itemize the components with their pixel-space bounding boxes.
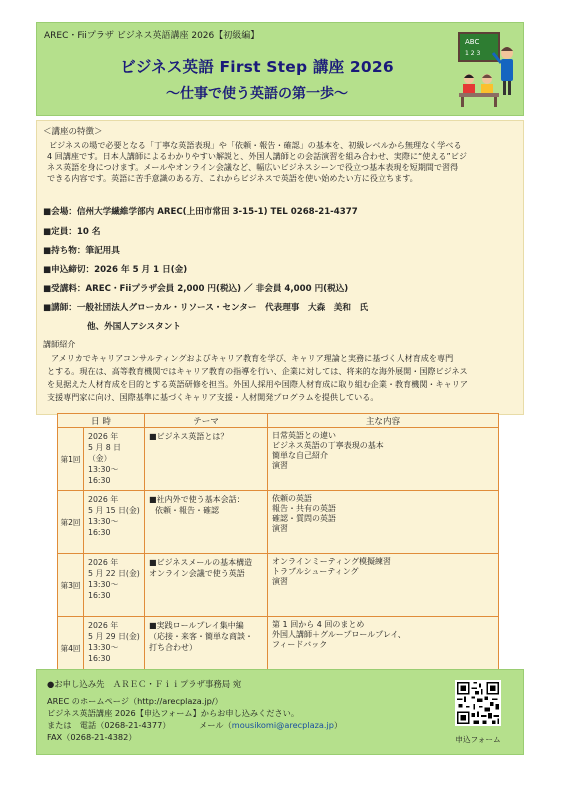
contact-line bbox=[47, 720, 342, 731]
session-theme-line: （応接・来客・簡単な商談・ bbox=[149, 632, 254, 641]
profile-line-3: を見据えた人材育成を目的とする英語研修を担当。外国人採用や国際人材育成に取り組む企業・教育機関・キャリア bbox=[47, 379, 468, 389]
session-date-line: 2026 年 bbox=[88, 495, 119, 504]
schedule-row bbox=[58, 491, 499, 554]
series-label: AREC・Fiiプラザ ビジネス英語講座 2026【初級編】 bbox=[44, 31, 260, 41]
session-number: 第1回 bbox=[58, 428, 84, 491]
session-date-line: 2026 年 bbox=[88, 432, 119, 441]
session-date-line: 13:30〜16:30 bbox=[88, 580, 119, 600]
session-number: 第3回 bbox=[58, 554, 84, 617]
session-content bbox=[268, 428, 499, 491]
profile-line-2: とする。現在は、高等教育機関ではキャリア教育の指導を行い、企業に対しては、将来的な海外展開・国際ビジネス bbox=[47, 366, 468, 376]
session-content-line: 第 1 回から 4 回のまとめ bbox=[272, 620, 365, 629]
session-number: 第2回 bbox=[58, 491, 84, 554]
session-date bbox=[84, 491, 145, 554]
capacity-info: ■定員：10 名 bbox=[43, 227, 101, 237]
phone-text: または 電話（0268-21-4377） メール（ bbox=[47, 720, 232, 730]
session-date-line: 13:30〜16:30 bbox=[88, 517, 119, 537]
page-title: ビジネス英語 First Step 講座 2026 bbox=[120, 58, 394, 76]
session-content-line: トラブルシューティング bbox=[272, 567, 359, 576]
session-content-line: 依頼の英語 bbox=[272, 494, 313, 503]
session-date-line: 13:30〜16:30 bbox=[88, 465, 119, 485]
session-content-line: フィードバック bbox=[272, 640, 328, 649]
session-date-line: 5 月 8 日（金） bbox=[88, 443, 121, 463]
session-date-line: 13:30〜16:30 bbox=[88, 643, 119, 663]
qr-code[interactable] bbox=[455, 680, 501, 726]
header-datetime: 日 時 bbox=[58, 414, 145, 428]
items-info: ■持ち物：筆記用具 bbox=[43, 246, 120, 256]
session-date-line: 2026 年 bbox=[88, 621, 119, 630]
header-theme: テーマ bbox=[145, 414, 268, 428]
session-theme bbox=[145, 491, 268, 554]
venue-info: ■会場：信州大学繊維学部内 AREC(上田市常田 3-15-1) TEL 0268-21-4377 bbox=[43, 207, 358, 217]
session-content-line: ビジネス英語の丁寧表現の基本 bbox=[272, 441, 384, 450]
schedule-table bbox=[57, 413, 499, 680]
profile-line-4: 支援専門家に向け、国際基準に基づくキャリア支援・人材開発プログラムを提供している。 bbox=[47, 392, 379, 402]
contact-close: ） bbox=[333, 720, 343, 730]
session-theme-line: ■ビジネス英語とは？ bbox=[149, 432, 229, 441]
session-content-line: 演習 bbox=[272, 461, 289, 470]
session-content-line: 日常英語との違い bbox=[272, 431, 337, 440]
header-panel bbox=[36, 22, 524, 116]
session-content-line: 簡単な自己紹介 bbox=[272, 451, 329, 460]
profile-line-1: アメリカでキャリアコンサルティングおよびキャリア教育を学び、キャリア理論と実務に基づく人材育成を専門 bbox=[51, 353, 454, 363]
email-link[interactable]: mousikomi@arecplaza.jp bbox=[231, 720, 334, 730]
features-line-4: できる内容です。英語に苦手意識のある方、これからビジネスで英語を使い始めたい方に役立ちます。 bbox=[47, 173, 418, 183]
session-theme bbox=[145, 428, 268, 491]
homepage-line: AREC のホームページ（http://arecplaza.jp/） bbox=[47, 696, 223, 706]
session-date-line: 2026 年 bbox=[88, 558, 119, 567]
apply-to: ●お申し込み先 ＡＲＥＣ・Ｆｉｉプラザ事務局 宛 bbox=[47, 679, 242, 689]
features-line-1: ビジネスの場で必要となる「丁寧な英語表現」や「依頼・報告・確認」の基本を、初級レベルから無理なく学べる bbox=[49, 140, 462, 150]
deadline-info: ■申込締切：2026 年 5 月 1 日(金) bbox=[43, 265, 188, 275]
session-date-line: 5 月 29 日(金) bbox=[88, 632, 140, 641]
session-number: 第4回 bbox=[58, 617, 84, 680]
features-line-2: 4 回講座です。日本人講師によるわかりやすい解説と、外国人講師との会話演習を組み合わせ、実際に“使える”ビジ bbox=[47, 151, 467, 161]
session-content-line: 演習 bbox=[272, 524, 289, 533]
session-date-line: 5 月 22 日(金) bbox=[88, 569, 140, 578]
session-theme-line: 打ち合わせ） bbox=[149, 643, 198, 652]
session-content-line: 外国人講師＋グループロールプレイ、 bbox=[272, 630, 406, 639]
qr-label: 申込フォーム bbox=[455, 735, 501, 744]
features-line-3: ネス英語を身につけます。メールやオンライン会議など、幅広いビジネスシーンで役立つ基本表現を短期間で習得 bbox=[47, 162, 459, 172]
schedule-row bbox=[58, 554, 499, 617]
session-date bbox=[84, 554, 145, 617]
svg-text:ABC: ABC bbox=[465, 38, 480, 46]
session-content-line: 報告・共有の英語 bbox=[272, 504, 337, 513]
session-theme-line: 依頼・報告・確認 bbox=[155, 506, 220, 515]
schedule-row bbox=[58, 428, 499, 491]
page-subtitle: 〜仕事で使う英語の第一歩〜 bbox=[166, 86, 348, 102]
features-heading: ＜講座の特徴＞ bbox=[43, 127, 103, 137]
form-line: ビジネス英語講座 2026【申込フォーム】からお申し込みください。 bbox=[47, 708, 300, 718]
session-date bbox=[84, 428, 145, 491]
application-panel bbox=[36, 669, 524, 755]
session-content-line: 演習 bbox=[272, 577, 289, 586]
fee-info: ■受講料：AREC・Fiiプラザ会員 2,000 円(税込) ／ 非会員 4,000 円(税込) bbox=[43, 284, 349, 294]
session-theme-line: ■社内外で使う基本会話： bbox=[149, 495, 245, 504]
lecturer-info: ■講師：一般社団法人グローカル・リソース・センター 代表理事 大森 美和 氏 bbox=[43, 303, 369, 313]
session-theme-line: ■ビジネスメールの基本構造 bbox=[149, 558, 253, 567]
session-theme-line: ■実践ロールプレイ集中編 bbox=[149, 621, 244, 630]
course-details-panel bbox=[36, 120, 524, 415]
session-content bbox=[268, 554, 499, 617]
svg-text:1 2 3: 1 2 3 bbox=[465, 50, 481, 57]
session-content-line: 確認・質問の英語 bbox=[272, 514, 337, 523]
header-content: 主な内容 bbox=[268, 414, 499, 428]
fax-line: FAX（0268-21-4382） bbox=[47, 732, 137, 742]
session-content bbox=[268, 491, 499, 554]
lecturer-assistant: 他、外国人アシスタント bbox=[87, 322, 181, 332]
session-date-line: 5 月 15 日(金) bbox=[88, 506, 140, 515]
session-theme bbox=[145, 554, 268, 617]
session-content-line: オンラインミーティング模擬練習 bbox=[272, 557, 391, 566]
classroom-illustration bbox=[457, 31, 517, 109]
profile-heading: 講師紹介 bbox=[43, 339, 76, 349]
session-theme-line: オンライン会議で使う英語 bbox=[149, 569, 245, 578]
schedule-header-row bbox=[58, 414, 499, 428]
